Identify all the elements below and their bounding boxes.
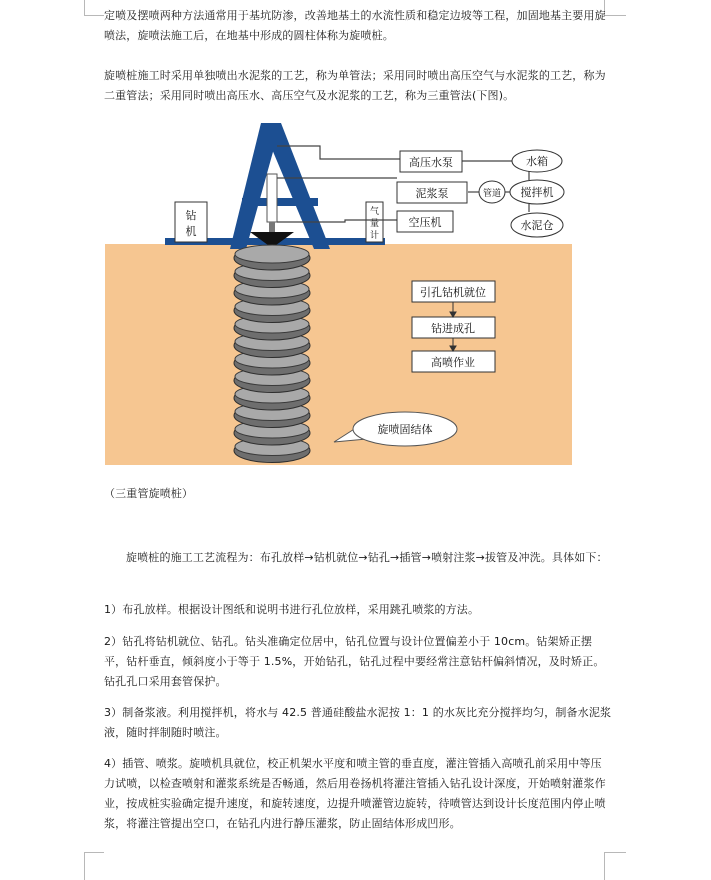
drill-pipe — [267, 174, 277, 222]
high-pressure-pump-label: 高压水泵 — [409, 156, 453, 169]
step-3-slurry: 3）制备浆液。利用搅拌机，将水与 42.5 普通硅酸盐水泥按 1：1 的水灰比充分搅拌均匀，制备水泥浆液，随时拌制随时喷注。 — [104, 706, 612, 739]
crop-mark — [604, 852, 626, 853]
crop-mark — [84, 0, 85, 16]
step-4-grouting: 4）插管、喷浆。旋喷机具就位，校正机架水平度和喷主管的垂直度，灌注管插入高喷孔前采用中等压力试喷，以检查喷射和灌浆系统是否畅通，然后用卷扬机将灌注管插入钻孔设计深度，开始喷射灌浆作业，按成桩实验确定提升速度，和旋转速度，边提升喷灌管边旋转，待喷管达到设计长度范围内停止喷浆，将灌注管提出空口，在钻孔内进行静压灌浆，防止固结体形成凹形。 — [104, 757, 606, 830]
step1-label: 引孔钻机就位 — [420, 286, 486, 299]
crop-mark — [604, 852, 605, 880]
triple-tube-jet-grouting-diagram — [105, 122, 572, 465]
gas-meter-label-3: 计 — [369, 231, 380, 241]
drill-pipe-lower — [269, 222, 275, 232]
pile-label: 旋喷固结体 — [377, 423, 433, 436]
gas-meter-label-1: 气 — [369, 207, 380, 217]
grout-pile — [234, 245, 310, 463]
soil-area — [105, 244, 572, 465]
drill-rig-label-2: 机 — [185, 225, 197, 238]
step3-label: 高喷作业 — [431, 356, 475, 369]
cement-silo-label: 水泥仓 — [520, 219, 554, 232]
pile-disc — [234, 245, 310, 270]
gas-meter-label-2: 量 — [369, 219, 380, 229]
crop-mark — [84, 852, 85, 880]
step-1-layout: 1）布孔放样。根据设计图纸和说明书进行孔位放样，采用跳孔喷浆的方法。 — [104, 603, 480, 616]
crop-mark — [84, 15, 104, 16]
step2-label: 钻进成孔 — [431, 322, 475, 335]
crop-mark — [84, 852, 104, 853]
paragraph-intro: 定喷及摆喷两种方法通常用于基坑防渗，改善地基土的水流性质和稳定边坡等工程，加固地基主要用旋喷法，旋喷法施工后，在地基中形成的圆柱体称为旋喷桩。 — [104, 9, 606, 42]
step-2-drilling: 2）钻孔将钻机就位、钻孔。钻头准确定位居中，钻孔位置与设计位置偏差小于 10cm。钻架矫正摆平，钻杆垂直，倾斜度小于等于 1.5%，开始钻孔，钻孔过程中要经常注意钻杆偏斜情况，及时矫正。钻孔孔口采用套管保护。 — [104, 635, 605, 688]
water-tank-label: 水箱 — [526, 155, 548, 168]
slurry-pump-label: 泥浆泵 — [415, 187, 449, 200]
pipe-label: 管道 — [482, 189, 502, 199]
mixer-label: 搅拌机 — [520, 186, 554, 199]
air-compressor-label: 空压机 — [408, 216, 442, 229]
paragraph-methods: 旋喷桩施工时采用单独喷出水泥浆的工艺，称为单管法；采用同时喷出高压空气与水泥浆的工艺，称为二重管法；采用同时喷出高压水、高压空气及水泥浆的工艺，称为三重管法(下图)。 — [104, 69, 606, 102]
figure-caption: （三重管旋喷桩） — [104, 487, 194, 500]
drill-rig-label: 钻 — [185, 209, 197, 222]
paragraph-process: 旋喷桩的施工工艺流程为：布孔放样→钻机就位→钻孔→插管→喷射注浆→拔管及冲洗。具体如下： — [126, 551, 608, 564]
